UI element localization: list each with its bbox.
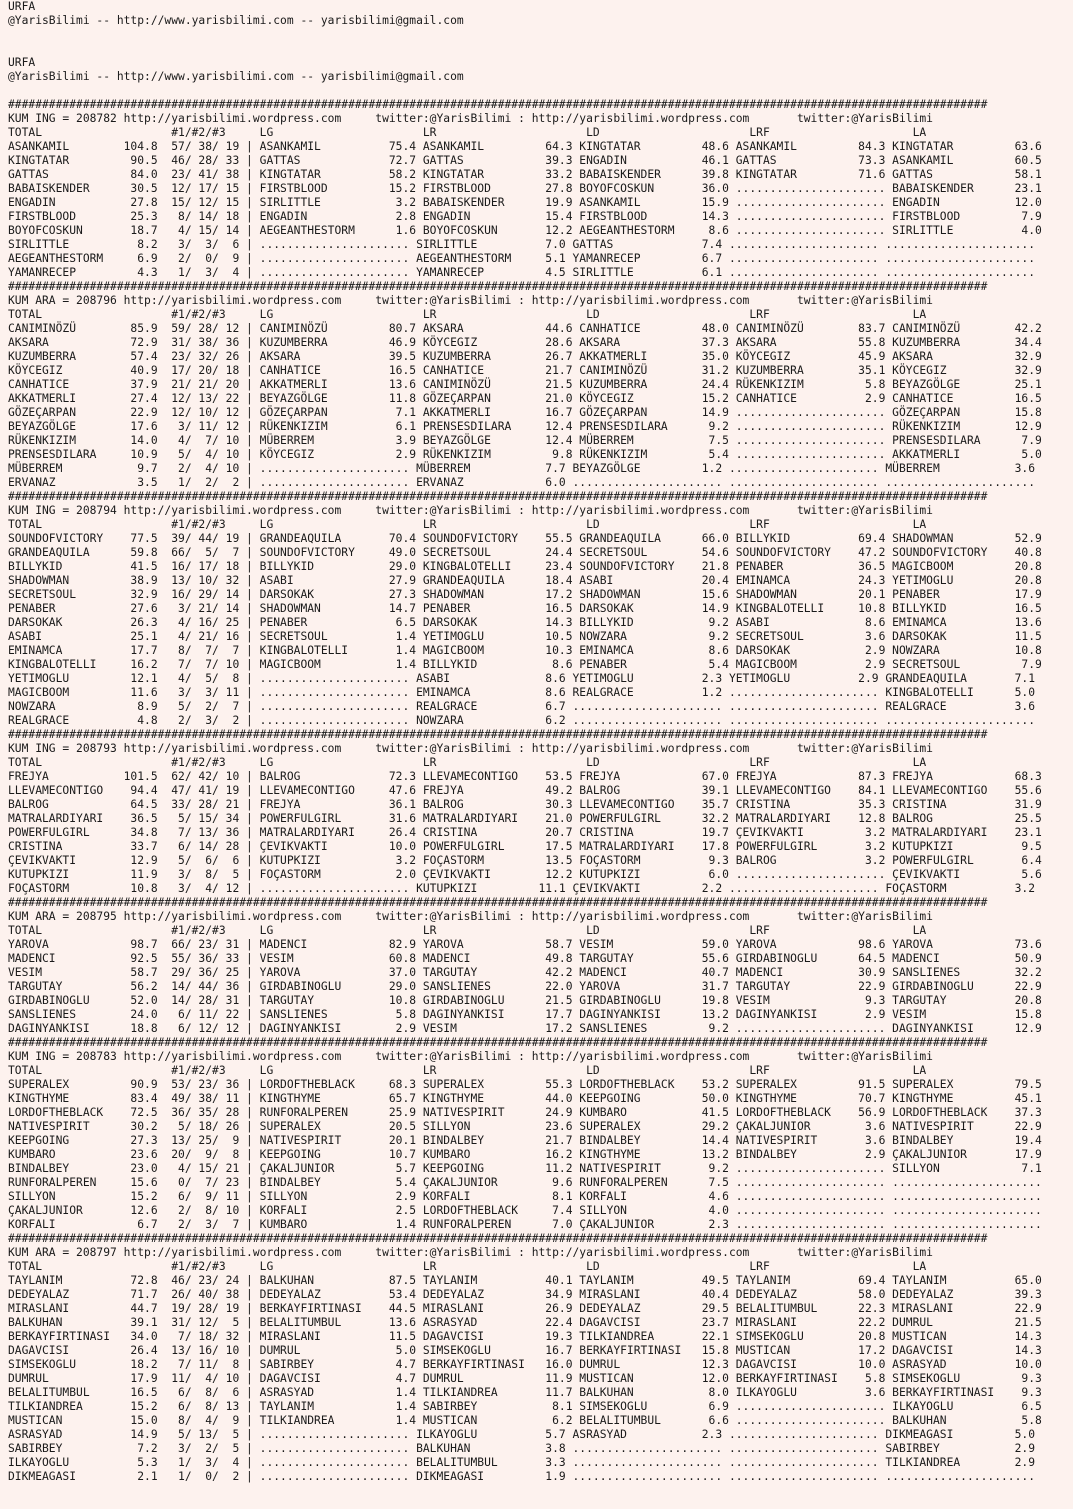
table-row: BILLYKID 41.5 16/ 17/ 18 | BILLYKID 29.0 KINGBALOTELLI 23.4 SOUNDOFVICTORY 21.8 PENABER 36.5 MAGICBOOM 20.8 <box>8 560 1042 573</box>
blank-line <box>8 42 1073 56</box>
race-header: KUM ARA = 208795 http://yarisbilimi.wordpress.com twitter:@YarisBilimi : http://yarisbilimi.wordpress.com twitter:@YarisBilimi <box>8 910 933 923</box>
table-row: LLEVAMECONTIGO 94.4 47/ 41/ 19 | LLEVAMECONTIGO 47.6 FREJYA 49.2 BALROG 39.1 LLEVAMECONTIGO 84.1 LLEVAMECONTIGO 55.6 <box>8 784 1042 797</box>
table-row: AEGEANTHESTORM 6.9 2/ 0/ 9 | ...................... AEGEANTHESTORM 5.1 YAMANRECEP 6.7 ...................... ...................... <box>8 252 1035 265</box>
column-headers: TOTAL #1/#2/#3 LG LR LD LRF LA <box>8 756 927 769</box>
table-row: ÇEVIKVAKTI 12.9 5/ 6/ 6 | KUTUPKIZI 3.2 FOÇASTORM 13.5 FOÇASTORM 9.3 BALROG 3.2 POWERFULGIRL 6.4 <box>8 854 1042 867</box>
column-headers: TOTAL #1/#2/#3 LG LR LD LRF LA <box>8 518 927 531</box>
table-row: TARGUTAY 56.2 14/ 44/ 36 | GIRDABINOGLU 29.0 SANSLIENES 22.0 YAROVA 31.7 TARGUTAY 22.9 GIRDABINOGLU 22.9 <box>8 980 1042 993</box>
contact-line: @YarisBilimi -- http://www.yarisbilimi.com -- yarisbilimi@gmail.com <box>8 70 464 83</box>
table-row: EMINAMCA 17.7 8/ 7/ 7 | KINGBALOTELLI 1.4 MAGICBOOM 10.3 EMINAMCA 8.6 DARSOKAK 2.9 NOWZARA 10.8 <box>8 644 1042 657</box>
table-row: MAGICBOOM 11.6 3/ 3/ 11 | ...................... EMINAMCA 8.6 REALGRACE 1.2 ...................... KINGBALOTELLI 5.0 <box>8 686 1035 699</box>
blank-line <box>8 28 1073 42</box>
table-row: SOUNDOFVICTORY 77.5 39/ 44/ 19 | GRANDEAQUILA 70.4 SOUNDOFVICTORY 55.5 GRANDEAQUILA 66.0 BILLYKID 69.4 SHADOWMAN 52.9 <box>8 532 1042 545</box>
table-row: SILLYON 15.2 6/ 9/ 11 | SILLYON 2.9 KORFALI 8.1 KORFALI 4.6 ...................... ...................... <box>8 1190 1042 1203</box>
table-row: DAGAVCISI 26.4 13/ 16/ 10 | DUMRUL 5.0 SIMSEKOGLU 16.7 BERKAYFIRTINASI 15.8 MUSTICAN 17.2 DAGAVCISI 14.3 <box>8 1344 1042 1357</box>
table-row: ILKAYOGLU 5.3 1/ 3/ 4 | ...................... BELALITUMBUL 3.3 ...................... ...................... TILKIANDREA 2.9 <box>8 1456 1035 1469</box>
table-row: RUNFORALPEREN 15.6 0/ 7/ 23 | BINDALBEY 5.4 ÇAKALJUNIOR 9.6 RUNFORALPEREN 7.5 ...................... ...................... <box>8 1176 1042 1189</box>
table-row: TILKIANDREA 15.2 6/ 8/ 13 | TAYLANIM 1.4 SABIRBEY 8.1 SIMSEKOGLU 6.9 ...................... ILKAYOGLU 6.5 <box>8 1400 1042 1413</box>
table-row: BELALITUMBUL 16.5 6/ 8/ 6 | ASRASYAD 1.4 TILKIANDREA 11.7 BALKUHAN 8.0 ILKAYOGLU 3.6 BERKAYFIRTINASI 9.3 <box>8 1386 1042 1399</box>
table-row: RÜKENKIZIM 14.0 4/ 7/ 10 | MÜBERREM 3.9 BEYAZGÖLGE 12.4 MÜBERREM 7.5 ...................... PRENSESDILARA 7.9 <box>8 434 1042 447</box>
table-row: BABAISKENDER 30.5 12/ 17/ 15 | FIRSTBLOOD 15.2 FIRSTBLOOD 27.8 BOYOFCOSKUN 36.0 ...................... BABAISKENDER 23.1 <box>8 182 1042 195</box>
column-headers: TOTAL #1/#2/#3 LG LR LD LRF LA <box>8 1064 927 1077</box>
table-row: KUZUMBERRA 57.4 23/ 32/ 26 | AKSARA 39.5 KUZUMBERRA 26.7 AKKATMERLI 35.0 KÖYCEGIZ 45.9 AKSARA 32.9 <box>8 350 1042 363</box>
table-row: ERVANAZ 3.5 1/ 2/ 2 | ...................... ERVANAZ 6.0 ...................... ...................... ...................... <box>8 476 1035 489</box>
table-row: MATRALARDIYARI 36.5 5/ 15/ 34 | POWERFULGIRL 31.6 MATRALARDIYARI 21.0 POWERFULGIRL 32.2 MATRALARDIYARI 12.8 BALROG 25.5 <box>8 812 1042 825</box>
race-header: KUM ING = 208793 http://yarisbilimi.wordpress.com twitter:@YarisBilimi : http://yarisbilimi.wordpress.com twitter:@YarisBilimi <box>8 742 933 755</box>
table-row: FOÇASTORM 10.8 3/ 4/ 12 | ...................... KUTUPKIZI 11.1 ÇEVIKVAKTI 2.2 ...................... FOÇASTORM 3.2 <box>8 882 1035 895</box>
table-row: SHADOWMAN 38.9 13/ 10/ 32 | ASABI 27.9 GRANDEAQUILA 18.4 ASABI 20.4 EMINAMCA 24.3 YETIMOGLU 20.8 <box>8 574 1042 587</box>
table-row: SIRLITTLE 8.2 3/ 3/ 6 | ...................... SIRLITTLE 7.0 GATTAS 7.4 ...................... ...................... <box>8 238 1035 251</box>
table-row: BINDALBEY 23.0 4/ 15/ 21 | ÇAKALJUNIOR 5.7 KEEPGOING 11.2 NATIVESPIRIT 9.2 ...................... SILLYON 7.1 <box>8 1162 1042 1175</box>
table-row: GRANDEAQUILA 59.8 66/ 5/ 7 | SOUNDOFVICTORY 49.0 SECRETSOUL 24.4 SECRETSOUL 54.6 SOUNDOFVICTORY 47.2 SOUNDOFVICTORY 40.8 <box>8 546 1042 559</box>
table-row: REALGRACE 4.8 2/ 3/ 2 | ...................... NOWZARA 6.2 ...................... ...................... ...................... <box>8 714 1035 727</box>
table-row: AKSARA 72.9 31/ 38/ 36 | KUZUMBERRA 46.9 KÖYCEGIZ 28.6 AKSARA 37.3 AKSARA 55.8 KUZUMBERRA 34.4 <box>8 336 1042 349</box>
contact-line: @YarisBilimi -- http://www.yarisbilimi.com -- yarisbilimi@gmail.com <box>8 14 464 27</box>
race-header: KUM ARA = 208797 http://yarisbilimi.wordpress.com twitter:@YarisBilimi : http://yarisbilimi.wordpress.com twitter:@YarisBilimi <box>8 1246 933 1259</box>
race-header: KUM ING = 208783 http://yarisbilimi.wordpress.com twitter:@YarisBilimi : http://yarisbilimi.wordpress.com twitter:@YarisBilimi <box>8 1050 933 1063</box>
separator-line: ################################################################################################################################################ <box>8 1232 988 1245</box>
race-tables <box>8 98 1073 1484</box>
table-row: MIRASLANI 44.7 19/ 28/ 19 | BERKAYFIRTINASI 44.5 MIRASLANI 26.9 DEDEYALAZ 29.5 BELALITUMBUL 22.3 MIRASLANI 22.9 <box>8 1302 1042 1315</box>
table-row: FIRSTBLOOD 25.3 8/ 14/ 18 | ENGADIN 2.8 ENGADIN 15.4 FIRSTBLOOD 14.3 ...................... FIRSTBLOOD 7.9 <box>8 210 1042 223</box>
table-row: MÜBERREM 9.7 2/ 4/ 10 | ...................... MÜBERREM 7.7 BEYAZGÖLGE 1.2 ...................... MÜBERREM 3.6 <box>8 462 1035 475</box>
table-row: KORFALI 6.7 2/ 3/ 7 | KUMBARO 1.4 RUNFORALPEREN 7.0 ÇAKALJUNIOR 2.3 ...................... ...................... <box>8 1218 1042 1231</box>
table-row: PRENSESDILARA 10.9 5/ 4/ 10 | KÖYCEGIZ 2.9 RÜKENKIZIM 9.8 RÜKENKIZIM 5.4 ...................... AKKATMERLI 5.0 <box>8 448 1042 461</box>
column-headers: TOTAL #1/#2/#3 LG LR LD LRF LA <box>8 924 927 937</box>
race-header: KUM ING = 208782 http://yarisbilimi.wordpress.com twitter:@YarisBilimi : http://yarisbilimi.wordpress.com twitter:@YarisBilimi <box>8 112 933 125</box>
table-row: BERKAYFIRTINASI 34.0 7/ 18/ 32 | MIRASLANI 11.5 DAGAVCISI 19.3 TILKIANDREA 22.1 SIMSEKOGLU 20.8 MUSTICAN 14.3 <box>8 1330 1042 1343</box>
table-row: BEYAZGÖLGE 17.6 3/ 11/ 12 | RÜKENKIZIM 6.1 PRENSESDILARA 12.4 PRENSESDILARA 9.2 ...................... RÜKENKIZIM 12.9 <box>8 420 1042 433</box>
table-row: BALROG 64.5 33/ 28/ 21 | FREJYA 36.1 BALROG 30.3 LLEVAMECONTIGO 35.7 CRISTINA 35.3 CRISTINA 31.9 <box>8 798 1042 811</box>
table-row: ASABI 25.1 4/ 21/ 16 | SECRETSOUL 1.4 YETIMOGLU 10.5 NOWZARA 9.2 SECRETSOUL 3.6 DARSOKAK 11.5 <box>8 630 1042 643</box>
table-row: SABIRBEY 7.2 3/ 2/ 5 | ...................... BALKUHAN 3.8 ...................... ...................... SABIRBEY 2.9 <box>8 1442 1035 1455</box>
report-title: URFA <box>8 56 36 69</box>
table-row: POWERFULGIRL 34.8 7/ 13/ 36 | MATRALARDIYARI 26.4 CRISTINA 20.7 CRISTINA 19.7 ÇEVIKVAKTI 3.2 MATRALARDIYARI 23.1 <box>8 826 1042 839</box>
report-title: URFA <box>8 0 36 13</box>
table-row: MUSTICAN 15.0 8/ 4/ 9 | TILKIANDREA 1.4 MUSTICAN 6.2 BELALITUMBUL 6.6 ...................... BALKUHAN 5.8 <box>8 1414 1042 1427</box>
table-row: KEEPGOING 27.3 13/ 25/ 9 | NATIVESPIRIT 20.1 BINDALBEY 21.7 BINDALBEY 14.4 NATIVESPIRIT 3.6 BINDALBEY 19.4 <box>8 1134 1042 1147</box>
table-row: DAGINYANKISI 18.8 6/ 12/ 12 | DAGINYANKISI 2.9 VESIM 17.2 SANSLIENES 9.2 ...................... DAGINYANKISI 12.9 <box>8 1022 1042 1035</box>
table-row: YAROVA 98.7 66/ 23/ 31 | MADENCI 82.9 YAROVA 58.7 VESIM 59.0 YAROVA 98.6 YAROVA 73.6 <box>8 938 1042 951</box>
table-row: NOWZARA 8.9 5/ 2/ 7 | ...................... REALGRACE 6.7 ...................... ...................... REALGRACE 3.6 <box>8 700 1035 713</box>
table-row: AKKATMERLI 27.4 12/ 13/ 22 | BEYAZGÖLGE 11.8 GÖZEÇARPAN 21.0 KÖYCEGIZ 15.2 CANHATICE 2.9 CANHATICE 16.5 <box>8 392 1042 405</box>
separator-line: ################################################################################################################################################ <box>8 280 988 293</box>
table-row: SIMSEKOGLU 18.2 7/ 11/ 8 | SABIRBEY 4.7 BERKAYFIRTINASI 16.0 DUMRUL 12.3 DAGAVCISI 10.0 ASRASYAD 10.0 <box>8 1358 1042 1371</box>
table-row: MADENCI 92.5 55/ 36/ 33 | VESIM 60.8 MADENCI 49.8 TARGUTAY 55.6 GIRDABINOGLU 64.5 MADENCI 50.9 <box>8 952 1042 965</box>
table-row: KINGBALOTELLI 16.2 7/ 7/ 10 | MAGICBOOM 1.4 BILLYKID 8.6 PENABER 5.4 MAGICBOOM 2.9 SECRETSOUL 7.9 <box>8 658 1042 671</box>
table-row: KÖYCEGIZ 40.9 17/ 20/ 18 | CANHATICE 16.5 CANHATICE 21.7 CANIMINÖZÜ 31.2 KUZUMBERRA 35.1 KÖYCEGIZ 32.9 <box>8 364 1042 377</box>
table-row: CANIMINÖZÜ 85.9 59/ 28/ 12 | CANIMINÖZÜ 80.7 AKSARA 44.6 CANHATICE 48.0 CANIMINÖZÜ 83.7 CANIMINÖZÜ 42.2 <box>8 322 1042 335</box>
table-row: YAMANRECEP 4.3 1/ 3/ 4 | ...................... YAMANRECEP 4.5 SIRLITTLE 6.1 ...................... ...................... <box>8 266 1035 279</box>
table-row: DEDEYALAZ 71.7 26/ 40/ 38 | DEDEYALAZ 53.4 DEDEYALAZ 34.9 MIRASLANI 40.4 DEDEYALAZ 58.0 DEDEYALAZ 39.3 <box>8 1288 1042 1301</box>
table-row: SECRETSOUL 32.9 16/ 29/ 14 | DARSOKAK 27.3 SHADOWMAN 17.2 SHADOWMAN 15.6 SHADOWMAN 20.1 PENABER 17.9 <box>8 588 1042 601</box>
table-row: CANHATICE 37.9 21/ 21/ 20 | AKKATMERLI 13.6 CANIMINÖZÜ 21.5 KUZUMBERRA 24.4 RÜKENKIZIM 5.8 BEYAZGÖLGE 25.1 <box>8 378 1042 391</box>
column-headers: TOTAL #1/#2/#3 LG LR LD LRF LA <box>8 1260 927 1273</box>
table-row: GATTAS 84.0 23/ 41/ 38 | KINGTATAR 58.2 KINGTATAR 33.2 BABAISKENDER 39.8 KINGTATAR 71.6 GATTAS 58.1 <box>8 168 1042 181</box>
separator-line: ################################################################################################################################################ <box>8 1036 988 1049</box>
table-row: YETIMOGLU 12.1 4/ 5/ 8 | ...................... ASABI 8.6 YETIMOGLU 2.3 YETIMOGLU 2.9 GRANDEAQUILA 7.1 <box>8 672 1035 685</box>
table-row: PENABER 27.6 3/ 21/ 14 | SHADOWMAN 14.7 PENABER 16.5 DARSOKAK 14.9 KINGBALOTELLI 10.8 BILLYKID 16.5 <box>8 602 1042 615</box>
table-row: VESIM 58.7 29/ 36/ 25 | YAROVA 37.0 TARGUTAY 42.2 MADENCI 40.7 MADENCI 30.9 SANSLIENES 32.2 <box>8 966 1042 979</box>
table-row: BOYOFCOSKUN 18.7 4/ 15/ 14 | AEGEANTHESTORM 1.6 BOYOFCOSKUN 12.2 AEGEANTHESTORM 8.6 ...................... SIRLITTLE 4.0 <box>8 224 1042 237</box>
separator-line: ################################################################################################################################################ <box>8 896 988 909</box>
table-row: ASRASYAD 14.9 5/ 13/ 5 | ...................... ILKAYOGLU 5.7 ASRASYAD 2.3 ...................... DIKMEAGASI 5.0 <box>8 1428 1035 1441</box>
table-row: TAYLANIM 72.8 46/ 23/ 24 | BALKUHAN 87.5 TAYLANIM 40.1 TAYLANIM 49.5 TAYLANIM 69.4 TAYLANIM 65.0 <box>8 1274 1042 1287</box>
table-row: DUMRUL 17.9 11/ 4/ 10 | DAGAVCISI 4.7 DUMRUL 11.9 MUSTICAN 12.0 BERKAYFIRTINASI 5.8 SIMSEKOGLU 9.3 <box>8 1372 1042 1385</box>
table-row: SUPERALEX 90.9 53/ 23/ 36 | LORDOFTHEBLACK 68.3 SUPERALEX 55.3 LORDOFTHEBLACK 53.2 SUPERALEX 91.5 SUPERALEX 79.5 <box>8 1078 1042 1091</box>
table-row: FREJYA 101.5 62/ 42/ 10 | BALROG 72.3 LLEVAMECONTIGO 53.5 FREJYA 67.0 FREJYA 87.3 FREJYA 68.3 <box>8 770 1042 783</box>
separator-line: ################################################################################################################################################ <box>8 728 988 741</box>
table-row: ASANKAMIL 104.8 57/ 38/ 19 | ASANKAMIL 75.4 ASANKAMIL 64.3 KINGTATAR 48.6 ASANKAMIL 84.3 KINGTATAR 63.6 <box>8 140 1042 153</box>
table-row: KUTUPKIZI 11.9 3/ 8/ 5 | FOÇASTORM 2.0 ÇEVIKVAKTI 12.2 KUTUPKIZI 6.0 ...................... ÇEVIKVAKTI 5.6 <box>8 868 1042 881</box>
separator-line: ################################################################################################################################################ <box>8 490 988 503</box>
table-row: CRISTINA 33.7 6/ 14/ 28 | ÇEVIKVAKTI 10.0 POWERFULGIRL 17.5 MATRALARDIYARI 17.8 POWERFULGIRL 3.2 KUTUPKIZI 9.5 <box>8 840 1042 853</box>
table-row: GÖZEÇARPAN 22.9 12/ 10/ 12 | GÖZEÇARPAN 7.1 AKKATMERLI 16.7 GÖZEÇARPAN 14.9 ...................... GÖZEÇARPAN 15.8 <box>8 406 1042 419</box>
table-row: ENGADIN 27.8 15/ 12/ 15 | SIRLITTLE 3.2 BABAISKENDER 19.9 ASANKAMIL 15.9 ...................... ENGADIN 12.0 <box>8 196 1042 209</box>
table-row: KINGTHYME 83.4 49/ 38/ 11 | KINGTHYME 65.7 KINGTHYME 44.0 KEEPGOING 50.0 KINGTHYME 70.7 KINGTHYME 45.1 <box>8 1092 1042 1105</box>
separator-line: ################################################################################################################################################ <box>8 98 988 111</box>
race-header: KUM ARA = 208796 http://yarisbilimi.wordpress.com twitter:@YarisBilimi : http://yarisbilimi.wordpress.com twitter:@YarisBilimi <box>8 294 933 307</box>
table-row: SANSLIENES 24.0 6/ 11/ 22 | SANSLIENES 5.8 DAGINYANKISI 17.7 DAGINYANKISI 13.2 DAGINYANKISI 2.9 VESIM 15.8 <box>8 1008 1042 1021</box>
table-row: BALKUHAN 39.1 31/ 12/ 5 | BELALITUMBUL 13.6 ASRASYAD 22.4 DAGAVCISI 23.7 MIRASLANI 22.2 DUMRUL 21.5 <box>8 1316 1042 1329</box>
table-row: DARSOKAK 26.3 4/ 16/ 25 | PENABER 6.5 DARSOKAK 14.3 BILLYKID 9.2 ASABI 8.6 EMINAMCA 13.6 <box>8 616 1042 629</box>
table-row: KINGTATAR 90.5 46/ 28/ 33 | GATTAS 72.7 GATTAS 39.3 ENGADIN 46.1 GATTAS 73.3 ASANKAMIL 60.5 <box>8 154 1042 167</box>
table-row: NATIVESPIRIT 30.2 5/ 18/ 26 | SUPERALEX 20.5 SILLYON 23.6 SUPERALEX 29.2 ÇAKALJUNIOR 3.6 NATIVESPIRIT 22.9 <box>8 1120 1042 1133</box>
table-row: LORDOFTHEBLACK 72.5 36/ 35/ 28 | RUNFORALPEREN 25.9 NATIVESPIRIT 24.9 KUMBARO 41.5 LORDOFTHEBLACK 56.9 LORDOFTHEBLACK 37.3 <box>8 1106 1042 1119</box>
race-header: KUM ING = 208794 http://yarisbilimi.wordpress.com twitter:@YarisBilimi : http://yarisbilimi.wordpress.com twitter:@YarisBilimi <box>8 504 933 517</box>
table-row: GIRDABINOGLU 52.0 14/ 28/ 31 | TARGUTAY 10.8 GIRDABINOGLU 21.5 GIRDABINOGLU 19.8 VESIM 9.3 TARGUTAY 20.8 <box>8 994 1042 1007</box>
column-headers: TOTAL #1/#2/#3 LG LR LD LRF LA <box>8 126 927 139</box>
table-row: ÇAKALJUNIOR 12.6 2/ 8/ 10 | KORFALI 2.5 LORDOFTHEBLACK 7.4 SILLYON 4.0 ...................... ...................... <box>8 1204 1042 1217</box>
table-row: DIKMEAGASI 2.1 1/ 0/ 2 | ...................... DIKMEAGASI 1.9 ...................... ...................... ...................... <box>8 1470 1035 1483</box>
column-headers: TOTAL #1/#2/#3 LG LR LD LRF LA <box>8 308 927 321</box>
blank-line <box>8 84 1073 98</box>
table-row: KUMBARO 23.6 20/ 9/ 8 | KEEPGOING 10.7 KUMBARO 16.2 KINGTHYME 13.2 BINDALBEY 2.9 ÇAKALJUNIOR 17.9 <box>8 1148 1042 1161</box>
